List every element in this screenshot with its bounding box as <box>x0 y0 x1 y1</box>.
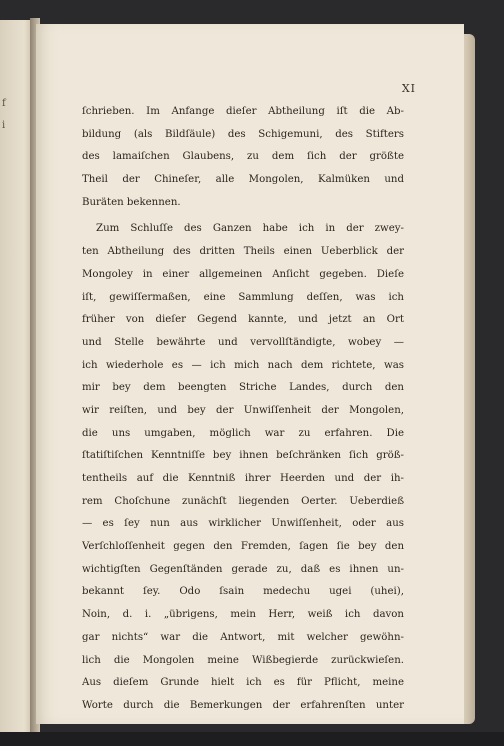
margin-fragment: f <box>2 98 6 109</box>
text-line: bekannt ſey. Odo ſsain medechu ugei (uhei), <box>82 586 404 598</box>
text-line: mir bey dem beengten Striche Landes, durch den <box>82 382 404 394</box>
text-line: wichtigſten Gegenſtänden gerade zu, daß es ihnen un- <box>82 563 404 575</box>
margin-fragment: i <box>2 120 6 131</box>
page-number: XI <box>401 82 416 95</box>
text-line: gar nichts“ war die Antwort, mit welcher gewöhn- <box>82 631 404 643</box>
left-page-edge <box>0 20 34 732</box>
text-line: ſchrieben. Im Anfange dieſer Abtheilung iſt die Ab- <box>82 106 404 117</box>
text-line: die uns umgaben, möglich war zu erfahren. Die <box>82 427 404 439</box>
text-line: früher von dieſer Gegend kannte, und jetzt an Ort <box>82 314 404 326</box>
text-line: Mongoley in einer allgemeinen Anſicht gegeben. Dieſe <box>82 268 404 280</box>
text-line: Worte durch die Bemerkungen der erfahrenſten unter <box>82 699 404 711</box>
text-line: Verſchloſſenheit gegen den Fremden, ſagen ſie bey den <box>82 541 404 553</box>
scan-background <box>0 732 504 746</box>
text-line: Zum Schluſſe des Ganzen habe ich in der zwey- <box>96 223 404 235</box>
text-line: bildung (als Bildſäule) des Schigemuni, des Stifters <box>82 128 404 140</box>
text-line: iſt, gewiſſermaßen, eine Sammlung deſſen, was ich <box>82 291 404 303</box>
text-line: lich die Mongolen meine Wißbegierde zurückwieſen. <box>82 654 404 666</box>
text-line: Aus dieſem Grunde hielt ich es für Pflicht, meine <box>82 677 404 689</box>
body-text <box>82 101 404 718</box>
text-line: tentheils auf die Kenntniß ihrer Heerden und der ih- <box>82 473 404 484</box>
text-line: rem Choſchune zunächſt liegenden Oerter. Ueberdieß <box>82 495 404 507</box>
text-line: wir reiſten, und bey der Unwiſſenheit der Mongolen, <box>82 404 404 416</box>
text-line: ten Abtheilung des dritten Theils einen Ueberblick der <box>82 246 404 258</box>
text-line: Theil der Chineſer, alle Mongolen, Kalmüken und <box>82 174 404 186</box>
text-line: des lamaiſchen Glaubens, zu dem ſich der größte <box>82 151 404 163</box>
text-line: Noin, d. i. „übrigens, mein Herr, weiß ich davon <box>82 609 404 621</box>
text-line: ſtatiſtiſchen Kenntniſſe bey ihnen beſchränken ſich größ- <box>82 450 404 462</box>
text-line: ich wiederhole es — ich mich nach dem richtete, was <box>82 359 404 371</box>
text-line: Buräten bekennen. <box>82 196 181 208</box>
text-line: und Stelle bewährte und vervollſtändigte, wobey — <box>82 336 404 348</box>
text-line: — es ſey nun aus wirklicher Unwiſſenheit, oder aus <box>82 518 404 530</box>
book-page <box>36 24 464 724</box>
